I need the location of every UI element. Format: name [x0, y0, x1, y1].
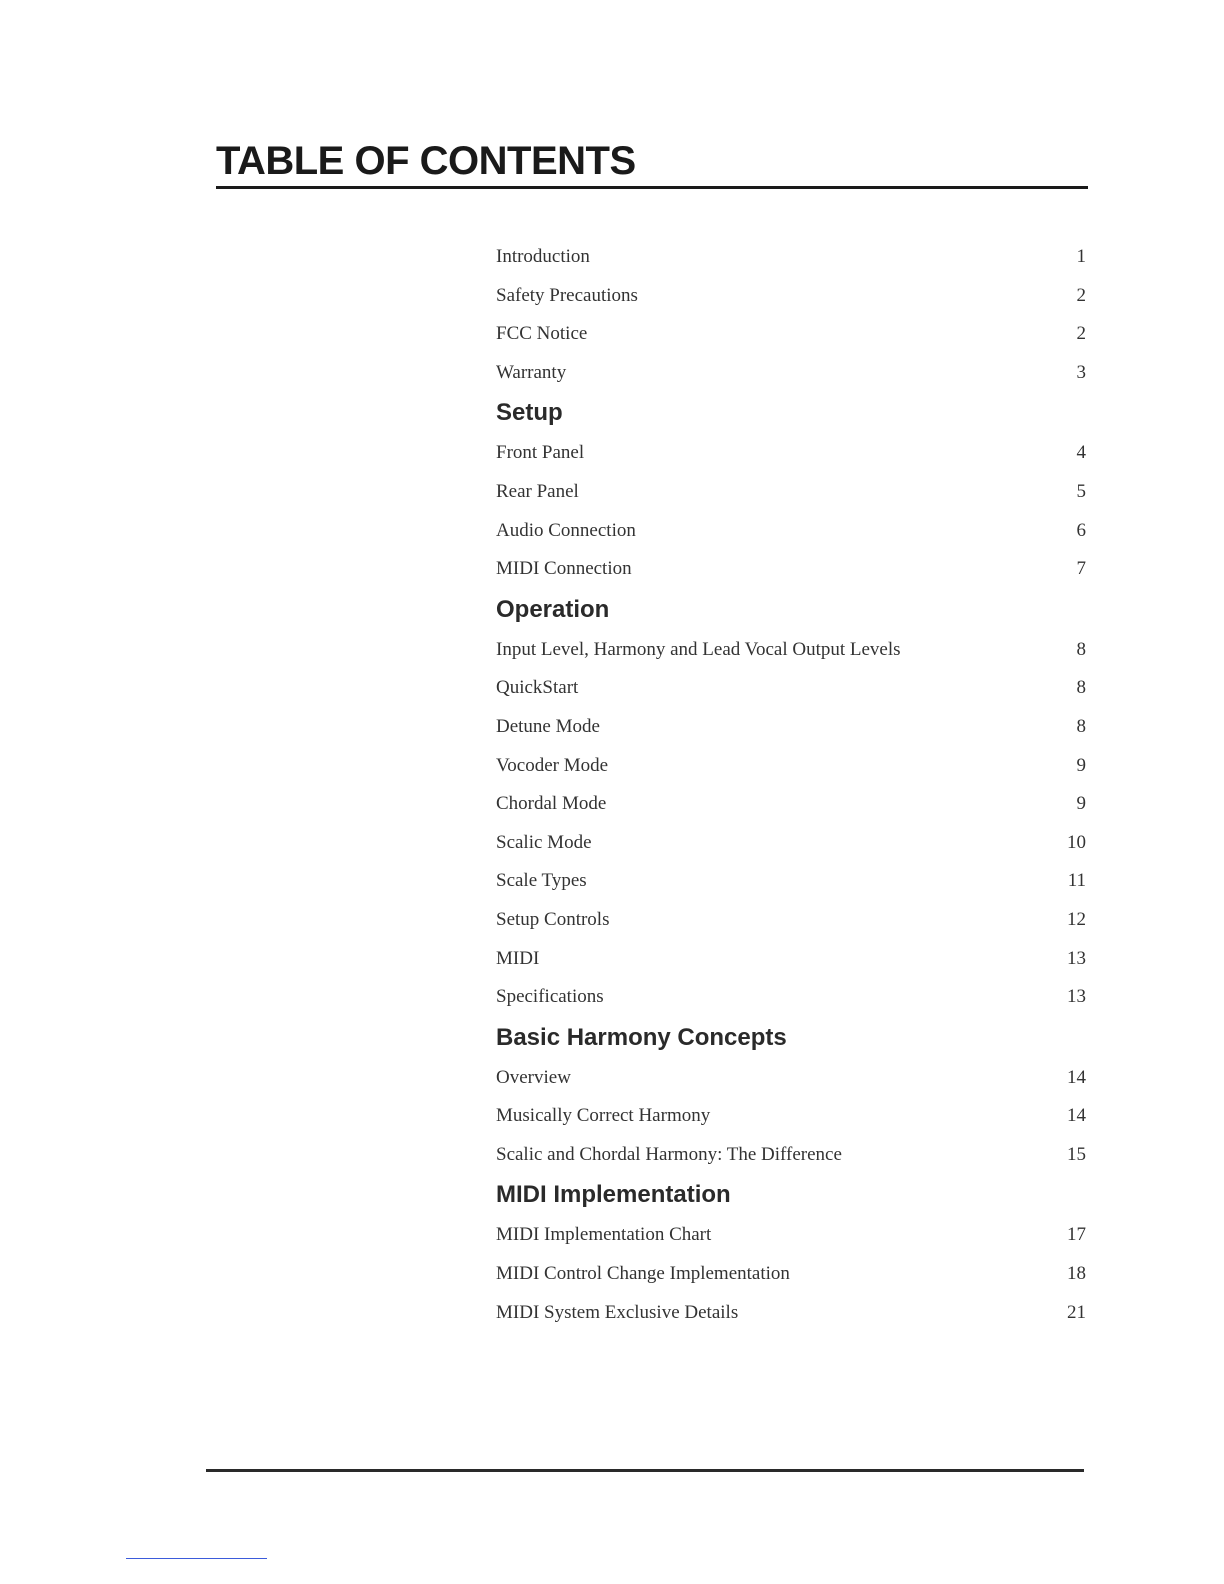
- toc-entry-label: Introduction: [496, 246, 590, 267]
- toc-entry-label: Input Level, Harmony and Lead Vocal Output Levels: [496, 638, 901, 660]
- toc-entry-label: Detune Mode: [496, 715, 600, 737]
- toc-entry-label: Scalic and Chordal Harmony: The Difference: [496, 1143, 842, 1165]
- toc-entry-label: Overview: [496, 1066, 571, 1088]
- toc-entry-page: 4: [1076, 442, 1086, 464]
- toc-entry-label: FCC Notice: [496, 323, 588, 345]
- toc-entry[interactable]: [496, 785, 1086, 824]
- toc-entry[interactable]: [496, 512, 1086, 551]
- toc-entry[interactable]: [496, 315, 1086, 354]
- toc-entry[interactable]: [496, 940, 1086, 979]
- table-of-contents: [496, 238, 1086, 1332]
- toc-entry[interactable]: [496, 1255, 1086, 1294]
- title-underline: [216, 186, 1088, 189]
- toc-entry-page: 8: [1076, 638, 1086, 660]
- scan-artifact-line: [126, 1558, 267, 1559]
- toc-entry-page: 12: [1067, 908, 1086, 930]
- toc-entry-label: MIDI Implementation Chart: [496, 1224, 712, 1246]
- toc-entry-page: 13: [1067, 986, 1086, 1008]
- toc-entry-page: 14: [1067, 1066, 1086, 1088]
- toc-entry[interactable]: [496, 434, 1086, 473]
- toc-entry-page: 9: [1076, 754, 1086, 776]
- toc-entry-label: Musically Correct Harmony: [496, 1105, 711, 1127]
- toc-entry-label: MIDI Connection: [496, 558, 632, 580]
- toc-entry[interactable]: [496, 277, 1086, 316]
- toc-entry[interactable]: [496, 550, 1086, 589]
- toc-entry-page: 7: [1076, 558, 1086, 580]
- toc-entry-label: MIDI: [496, 947, 540, 969]
- toc-entry[interactable]: [496, 824, 1086, 863]
- toc-entry-page: 11: [1067, 870, 1086, 892]
- toc-entry-page: 1: [1076, 246, 1086, 267]
- toc-entry-page: 5: [1076, 480, 1086, 502]
- toc-entry-label: Specifications: [496, 986, 604, 1008]
- toc-entry[interactable]: [496, 901, 1086, 940]
- toc-entry-page: 14: [1067, 1105, 1086, 1127]
- toc-entry-label: Chordal Mode: [496, 793, 607, 815]
- toc-entry-label: Safety Precautions: [496, 284, 638, 306]
- toc-entry-page: 21: [1067, 1301, 1086, 1323]
- toc-entry[interactable]: [496, 1097, 1086, 1136]
- toc-entry-page: 15: [1067, 1143, 1086, 1165]
- toc-entry-label: Warranty: [496, 361, 567, 383]
- toc-entry-label: Rear Panel: [496, 480, 579, 502]
- toc-entry-label: MIDI Control Change Implementation: [496, 1263, 790, 1285]
- toc-entry[interactable]: [496, 978, 1086, 1017]
- toc-entry-label: Scale Types: [496, 870, 587, 892]
- toc-entry-page: 2: [1076, 284, 1086, 306]
- toc-entry-page: 18: [1067, 1263, 1086, 1285]
- toc-entry-page: 13: [1067, 947, 1086, 969]
- footer-rule: [206, 1469, 1084, 1472]
- toc-entry-page: 9: [1076, 793, 1086, 815]
- toc-entry[interactable]: [496, 708, 1086, 747]
- toc-entry-label: Setup Controls: [496, 908, 610, 930]
- toc-entry[interactable]: [496, 747, 1086, 786]
- toc-entry[interactable]: [496, 669, 1086, 708]
- toc-entry[interactable]: [496, 473, 1086, 512]
- toc-entry[interactable]: [496, 238, 1086, 277]
- toc-section-heading: Setup: [496, 399, 563, 427]
- toc-entry-page: 2: [1076, 323, 1086, 345]
- toc-entry[interactable]: [496, 862, 1086, 901]
- toc-section-heading: MIDI Implementation: [496, 1181, 731, 1209]
- toc-entry-label: Audio Connection: [496, 519, 636, 541]
- page-title: TABLE OF CONTENTS: [216, 139, 636, 183]
- toc-entry[interactable]: [496, 1136, 1086, 1175]
- toc-entry-label: MIDI System Exclusive Details: [496, 1301, 739, 1323]
- toc-entry-page: 17: [1067, 1224, 1086, 1246]
- toc-entry-page: 8: [1076, 677, 1086, 699]
- toc-entry-page: 8: [1076, 715, 1086, 737]
- toc-entry[interactable]: [496, 631, 1086, 670]
- toc-entry[interactable]: [496, 1059, 1086, 1098]
- toc-entry-page: 10: [1067, 831, 1086, 853]
- toc-entry-label: Scalic Mode: [496, 831, 592, 853]
- toc-entry-label: QuickStart: [496, 677, 579, 699]
- toc-entry[interactable]: [496, 354, 1086, 393]
- toc-entry-page: 3: [1076, 361, 1086, 383]
- toc-entry-label: Vocoder Mode: [496, 754, 609, 776]
- toc-entry[interactable]: [496, 1216, 1086, 1255]
- toc-section-heading: Operation: [496, 595, 610, 623]
- toc-entry-label: Front Panel: [496, 442, 585, 464]
- toc-entry[interactable]: [496, 1294, 1086, 1333]
- toc-entry-page: 6: [1076, 519, 1086, 541]
- toc-section-heading: Basic Harmony Concepts: [496, 1023, 787, 1051]
